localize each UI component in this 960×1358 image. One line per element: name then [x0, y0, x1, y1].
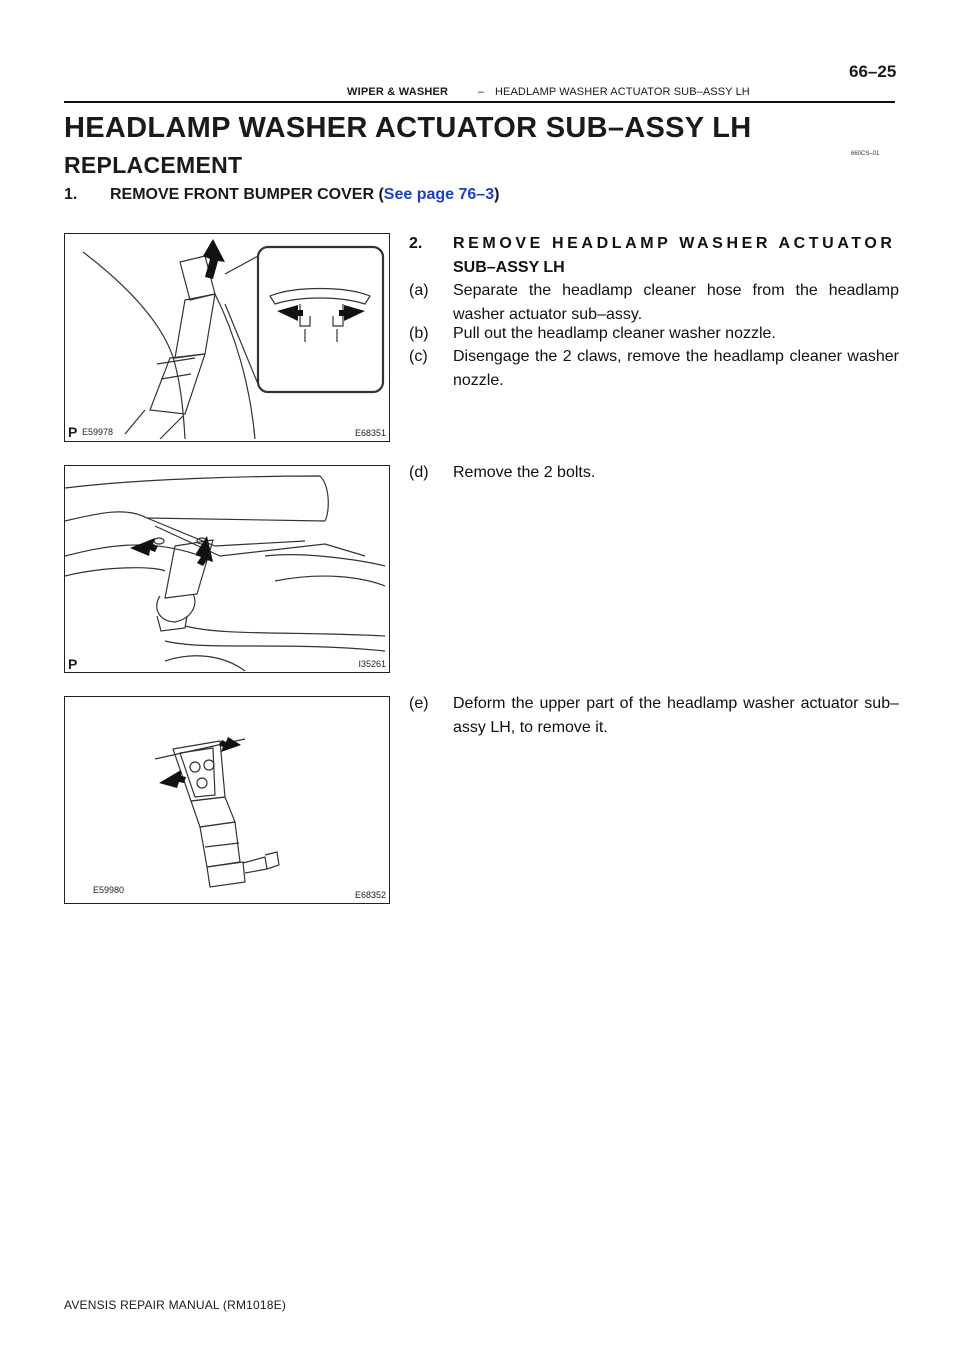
- substep-c: [409, 345, 899, 393]
- header-rule: [64, 101, 895, 103]
- substep-d: [409, 461, 899, 485]
- substep-b: [409, 322, 899, 346]
- step-2-number: 2.: [409, 235, 423, 252]
- figure-deform-actuator: [64, 696, 390, 904]
- actuator-illustration: [65, 697, 390, 904]
- substep-b-text: Pull out the headlamp cleaner washer nozzle.: [453, 325, 776, 342]
- figure-2-p-mark: P: [68, 656, 78, 672]
- figure-1-p-mark: P: [68, 424, 78, 440]
- figure-bolts: [64, 465, 390, 673]
- figure-2-code-right: I35261: [358, 659, 386, 669]
- substep-a-label: (a): [409, 282, 429, 299]
- substep-a-text: Separate the headlamp cleaner hose from the headlamp washer actuator sub–assy.: [453, 282, 899, 323]
- substep-e-label: (e): [409, 695, 429, 712]
- see-page-link[interactable]: See page 76–3: [383, 186, 495, 203]
- document-code: 660CS–01: [851, 151, 880, 157]
- substep-e-text: Deform the upper part of the headlamp washer actuator sub–assy LH, to remove it.: [453, 695, 899, 736]
- header-dash: –: [478, 86, 485, 98]
- step-1-text: REMOVE FRONT BUMPER COVER (: [110, 186, 384, 203]
- header-subsection: HEADLAMP WASHER ACTUATOR SUB–ASSY LH: [495, 86, 750, 98]
- substep-b-label: (b): [409, 325, 429, 342]
- substep-e: [409, 692, 899, 740]
- step-2: [409, 232, 896, 280]
- step-2-line2: SUB–ASSY LH: [453, 259, 565, 276]
- figure-3-code-left: E59980: [93, 885, 125, 895]
- page-number: 66–25: [849, 62, 897, 81]
- footer-manual-name: AVENSIS REPAIR MANUAL (RM1018E): [64, 1298, 287, 1312]
- bolts-illustration: [65, 466, 390, 673]
- nozzle-illustration: [65, 234, 390, 442]
- step-1: [64, 186, 499, 204]
- figure-nozzle-claws: [64, 233, 390, 442]
- step-1-close: ): [494, 186, 500, 203]
- figure-1-code-right: E68351: [354, 428, 386, 438]
- substep-d-label: (d): [409, 464, 429, 481]
- figure-3-code-right: E68352: [354, 890, 386, 900]
- substep-c-label: (c): [409, 348, 428, 365]
- header-section: WIPER & WASHER: [347, 86, 449, 98]
- substep-d-text: Remove the 2 bolts.: [453, 464, 596, 481]
- substep-c-text: Disengage the 2 claws, remove the headlamp cleaner washer nozzle.: [453, 348, 899, 389]
- page-title: HEADLAMP WASHER ACTUATOR SUB–ASSY LH: [64, 112, 752, 144]
- section-title: REPLACEMENT: [64, 152, 243, 178]
- substep-a: [409, 279, 899, 327]
- step-1-number: 1.: [64, 186, 78, 203]
- step-2-line1: REMOVE HEADLAMP WASHER ACTUATOR: [453, 235, 896, 252]
- figure-1-code-left: E59978: [82, 427, 114, 437]
